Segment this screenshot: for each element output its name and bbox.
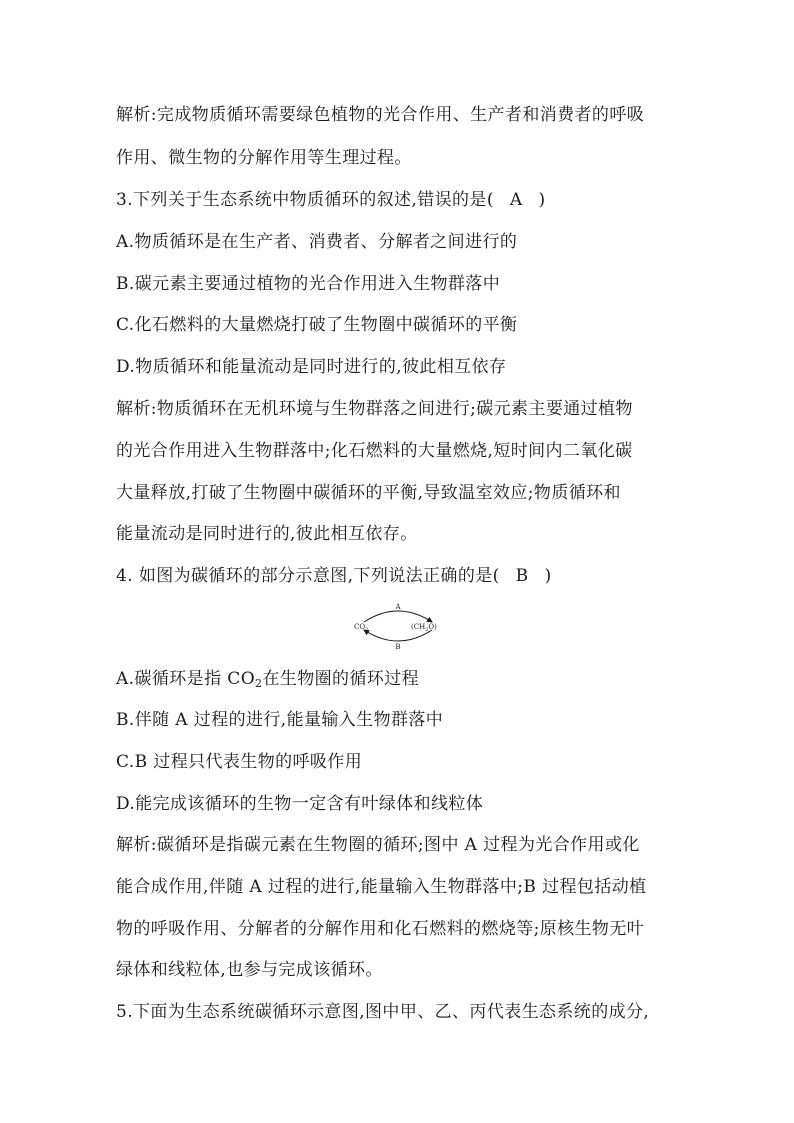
question-3-answer: A	[509, 190, 523, 210]
ch2o-node: $(CH_2O)$	[411, 623, 437, 633]
question-4-option-a	[116, 668, 419, 690]
question-3-option-a: A.物质循环是在生产者、消费者、分解者之间进行的	[116, 232, 518, 252]
question-4-stem	[116, 565, 552, 587]
question-4-option-d: D.能完成该循环的生物一定含有叶绿体和线粒体	[116, 794, 484, 814]
analysis-q2-line-1: 解析:完成物质循环需要绿色植物的光合作用、生产者和消费者的呼吸	[116, 105, 645, 125]
question-3-option-b: B.碳元素主要通过植物的光合作用进入生物群落中	[116, 274, 501, 294]
analysis-q3-line-2: 的光合作用进入生物群落中;化石燃料的大量燃烧,短时间内二氧化碳	[116, 441, 633, 461]
question-4-option-a-rest: 在生物圈的循环过程	[262, 669, 420, 689]
process-a-arrow	[364, 611, 432, 622]
analysis-q3-line-4: 能量流动是同时进行的,彼此相互依存。	[116, 524, 418, 544]
analysis-q4-line-3: 物的呼吸作用、分解者的分解作用和化石燃料的燃烧等;原核生物无叶	[116, 919, 645, 939]
process-b-label: B	[395, 643, 401, 651]
question-3-text: 3.下列关于生态系统中物质循环的叙述,错误的是(	[116, 190, 494, 210]
question-3-option-d: D.物质循环和能量流动是同时进行的,彼此相互依存	[116, 357, 507, 377]
analysis-q3-line-1: 解析:物质循环在无机环境与生物群落之间进行;碳元素主要通过植物	[116, 399, 633, 419]
co2-node: $CO_2$	[354, 623, 369, 633]
analysis-q4-line-2: 能合成作用,伴随 A 过程的进行,能量输入生物群落中;B 过程包括动植	[116, 877, 647, 897]
question-4-answer: B	[515, 566, 529, 586]
question-4-text: 4. 如图为碳循环的部分示意图,下列说法正确的是(	[116, 566, 500, 586]
question-3-stem	[116, 189, 546, 211]
question-4-option-a-text: A.碳循环是指 CO	[116, 669, 256, 689]
question-4-option-c: C.B 过程只代表生物的呼吸作用	[116, 752, 363, 772]
analysis-q2-line-2: 作用、微生物的分解作用等生理过程。	[116, 148, 412, 168]
question-4-option-b: B.伴随 A 过程的进行,能量输入生物群落中	[116, 710, 444, 730]
process-a-label: A	[395, 603, 401, 611]
process-b-arrow	[364, 630, 432, 641]
analysis-q4-line-1: 解析:碳循环是指碳元素在生物圈的循环;图中 A 过程为光合作用或化	[116, 835, 640, 855]
question-5-stem: 5.下面为生态系统碳循环示意图,图中甲、乙、丙代表生态系统的成分,	[116, 1002, 650, 1022]
question-4-option-a-subscript: 2	[255, 677, 263, 690]
question-3-option-c: C.化石燃料的大量燃烧打破了生物圈中碳循环的平衡	[116, 315, 518, 335]
question-3-close: )	[538, 190, 546, 210]
carbon-cycle-figure	[348, 598, 448, 652]
analysis-q4-line-4: 绿体和线粒体,也参与完成该循环。	[116, 960, 383, 980]
analysis-q3-line-3: 大量释放,打破了生物圈中碳循环的平衡,导致温室效应;物质循环和	[116, 483, 621, 503]
question-4-close: )	[544, 566, 552, 586]
